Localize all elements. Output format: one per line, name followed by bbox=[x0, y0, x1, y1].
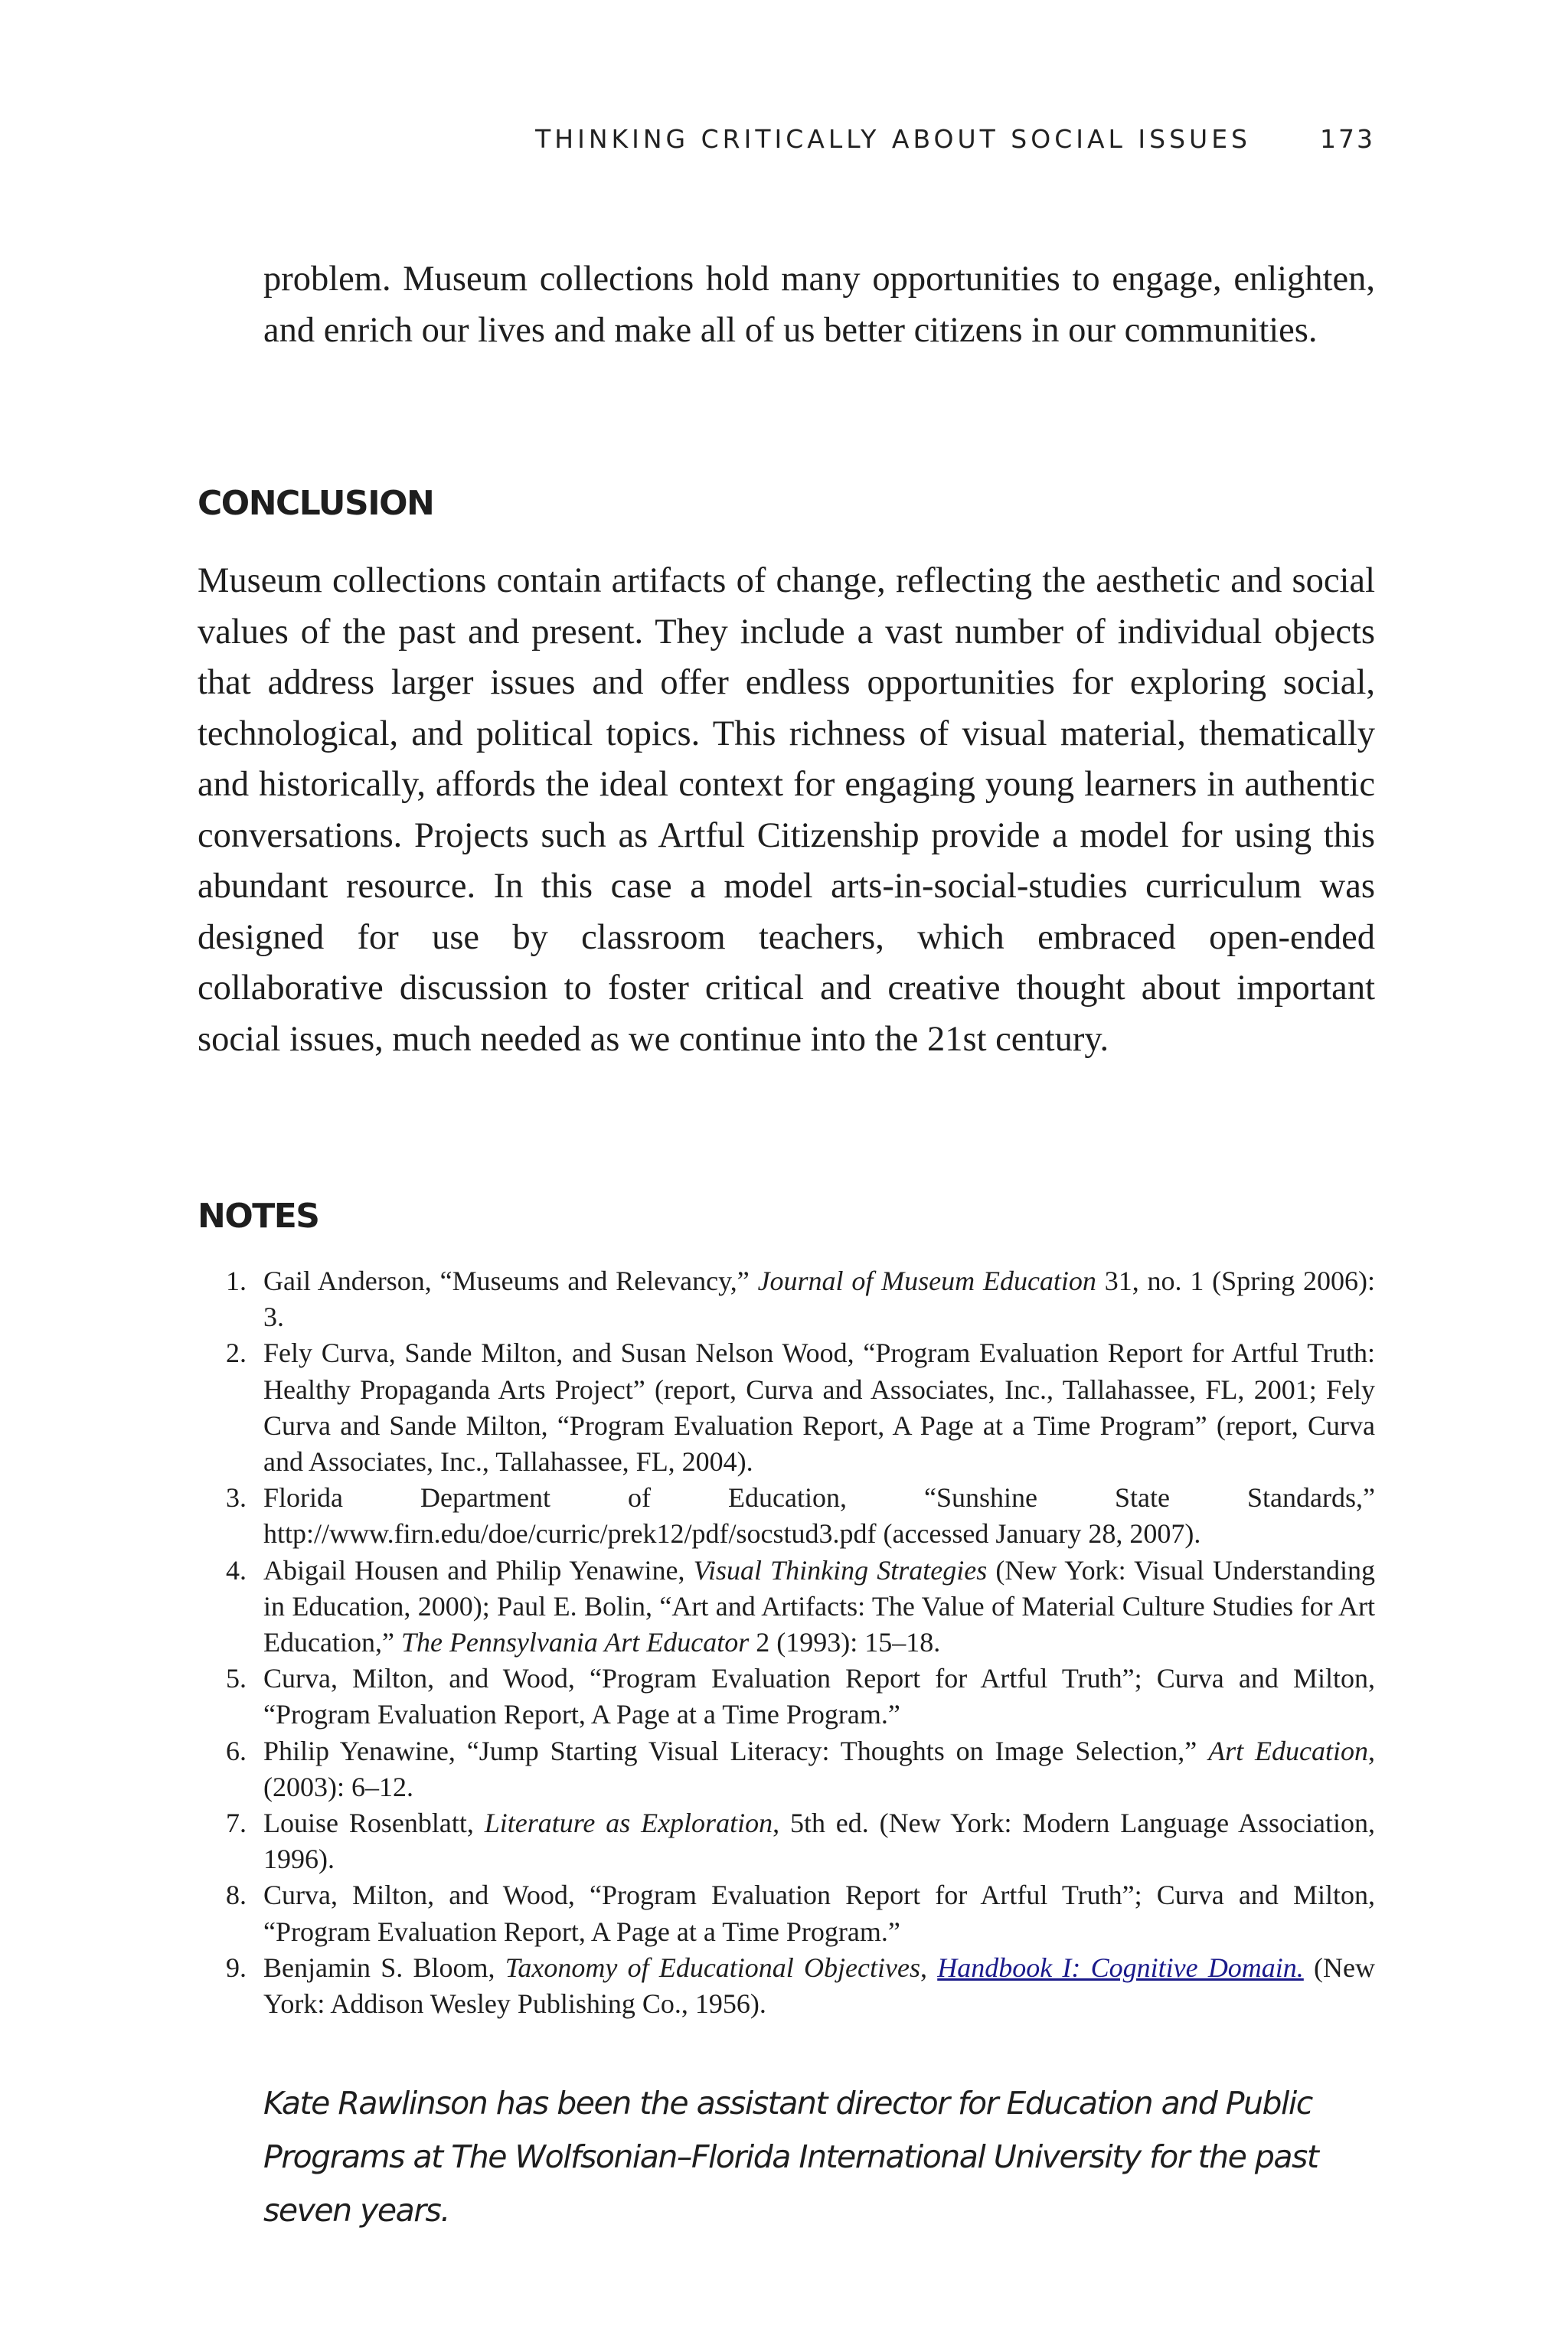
note-number: 3. bbox=[226, 1482, 247, 1514]
note-text: Fely Curva, Sande Milton, and Susan Nelson Wood, “Program Evaluation Report for Artful Truth: Healthy Propaganda Arts Project” (report, Curva and Associates, Inc., Tallahassee, FL, 2001; Fely Curva and Sande Milton, “Program Evaluation Report, A Page at a Time Program” (report, Curva and Associates, Inc., Tallahassee, FL, 2004). bbox=[263, 1338, 1375, 1478]
note-text: Curva, Milton, and Wood, “Program Evaluation Report for Artful Truth”; Curva and Milton, “Program Evaluation Report, A Page at a Time Program.” bbox=[263, 1880, 1375, 1947]
note-text: Philip Yenawine, “Jump Starting Visual Literacy: Thoughts on Image Selection,” Art Education, (2003): 6–12. bbox=[263, 1735, 1375, 1802]
note-number: 9. bbox=[226, 1952, 247, 1983]
note-item bbox=[198, 1877, 1375, 1949]
conclusion-heading: CONCLUSION bbox=[198, 484, 434, 523]
author-bio: Kate Rawlinson has been the assistant director for Education and Public Programs at The Wolfsonian–Florida International University for the past seven years. bbox=[263, 2085, 1318, 2229]
note-number: 6. bbox=[226, 1735, 247, 1766]
note-item bbox=[198, 1553, 1375, 1661]
note-item bbox=[198, 1950, 1375, 2022]
conclusion-paragraph: Museum collections contain artifacts of change, reflecting the aesthetic and social values of the past and present. They include a vast number of individual objects that address larger issues and offer endless opportunities for exploring social, technological, and political topics. This richness of visual material, thematically and historically, affords the ideal context for engaging young learners in authentic conversations. Projects such as Artful Citizenship provide a model for using this abundant resource. In this case a model arts-in-social-studies curriculum was designed for use by classroom teachers, which embraced open-ended collaborative discussion to foster critical and creative thought about important social issues, much needed as we continue into the 21st century. bbox=[198, 561, 1375, 1059]
running-head bbox=[184, 124, 1375, 154]
continued-paragraph: problem. Museum collections hold many opportunities to engage, enlighten, and enrich our lives and make all of us better citizens in our communities. bbox=[263, 260, 1375, 350]
note-text: Louise Rosenblatt, Literature as Exploration, 5th ed. (New York: Modern Language Association, 1996). bbox=[263, 1808, 1375, 1875]
note-text: Benjamin S. Bloom, Taxonomy of Educational Objectives, Handbook I: Cognitive Domain. (New York: Addison Wesley Publishing Co., 1956). bbox=[263, 1952, 1376, 2020]
page-number: 173 bbox=[1320, 124, 1375, 154]
note-number: 5. bbox=[226, 1663, 247, 1694]
note-number: 2. bbox=[226, 1338, 247, 1369]
note-item bbox=[198, 1805, 1375, 1877]
notes-list bbox=[198, 1263, 1375, 2022]
note-number: 8. bbox=[226, 1880, 247, 1911]
note-text: Gail Anderson, “Museums and Relevancy,” Journal of Museum Education 31, no. 1 (Spring 2006): 3. bbox=[263, 1266, 1375, 1333]
note-text: Abigail Housen and Philip Yenawine, Visual Thinking Strategies (New York: Visual Understanding in Education, 2000); Paul E. Bolin, “Art and Artifacts: The Value of Material Culture Studies for Art Education,” The Pennsylvania Art Educator 2 (1993): 15–18. bbox=[263, 1554, 1375, 1658]
note-item bbox=[198, 1480, 1375, 1552]
note-number: 7. bbox=[226, 1808, 247, 1839]
notes-heading: NOTES bbox=[198, 1197, 319, 1236]
note-number: 1. bbox=[226, 1266, 247, 1296]
note-text: Florida Department of Education, “Sunshine State Standards,” http://www.firn.edu/doe/curric/prek12/pdf/socstud3.pdf (accessed January 28, 2007). bbox=[263, 1482, 1375, 1550]
note-item bbox=[198, 1661, 1375, 1733]
handbook-link[interactable]: Handbook I: Cognitive Domain. bbox=[937, 1952, 1304, 1983]
note-item bbox=[198, 1263, 1375, 1335]
note-item bbox=[198, 1335, 1375, 1480]
note-item bbox=[198, 1733, 1375, 1805]
note-text: Curva, Milton, and Wood, “Program Evaluation Report for Artful Truth”; Curva and Milton, “Program Evaluation Report, A Page at a Time Program.” bbox=[263, 1663, 1375, 1730]
note-number: 4. bbox=[226, 1554, 247, 1586]
running-title: THINKING CRITICALLY ABOUT SOCIAL ISSUES bbox=[535, 124, 1251, 154]
